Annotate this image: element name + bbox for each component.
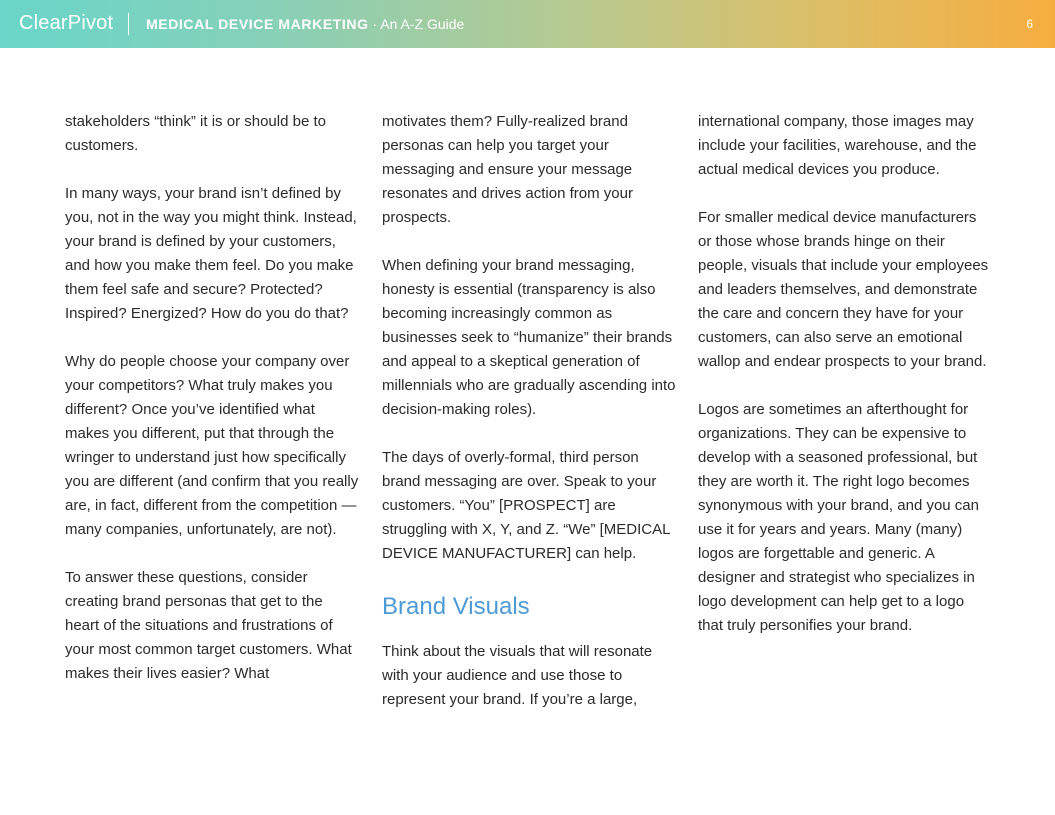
paragraph: Logos are sometimes an afterthought for organizations. They can be expensive to develop with a seasoned professional, but they are worth it. The right logo becomes synonymous with your brand, and you can use it for years and years. Many (many) logos are forgettable and generic. A designer and strategist who specializes in logo development can help get to a logo that truly personifies your brand. bbox=[698, 401, 979, 634]
text-column-3 bbox=[698, 110, 993, 662]
section-heading-brand-visuals: Brand Visuals bbox=[382, 593, 530, 620]
document-title bbox=[146, 16, 464, 32]
paragraph: In many ways, your brand isn’t defined by you, not in the way you might think. Instead, your brand is defined by your customers, and how you make them feel. Do you make them feel safe and secure? Protected? Inspired? Energized? How do you do that? bbox=[65, 185, 357, 322]
paragraph: When defining your brand messaging, honesty is essential (transparency is also becoming increasingly common as businesses seek to “humanize” their brands and appeal to a skeptical generation of millennials who are gradually ascending into decision-making roles). bbox=[382, 257, 676, 418]
paragraph: motivates them? Fully-realized brand personas can help you target your messaging and ensure your message resonates and drives action from your prospects. bbox=[382, 113, 633, 226]
paragraph: international company, those images may include your facilities, warehouse, and the actual medical devices you produce. bbox=[698, 113, 977, 178]
paragraph: stakeholders “think” it is or should be to customers. bbox=[65, 113, 326, 154]
text-column-1 bbox=[65, 110, 360, 710]
paragraph: For smaller medical device manufacturers or those whose brands hinge on their people, visuals that include your employees and leaders themselves, and demonstrate the care and concern they have for your customers, can also serve an emotional wallop and endear prospects to your brand. bbox=[698, 209, 989, 370]
clearpivot-logo: ClearPivot bbox=[19, 12, 114, 34]
document-title-main: MEDICAL DEVICE MARKETING bbox=[146, 16, 369, 32]
text-column-2 bbox=[382, 110, 677, 736]
header-divider bbox=[128, 13, 129, 35]
header-bar bbox=[0, 0, 1055, 48]
paragraph: The days of overly-formal, third person brand messaging are over. Speak to your customers. “You” [PROSPECT] are struggling with X, Y, and Z. “We” [MEDICAL DEVICE MANUFACTURER] can help. bbox=[382, 449, 670, 562]
paragraph: Think about the visuals that will resonate with your audience and use those to represent your brand. If you’re a large, bbox=[382, 643, 653, 708]
paragraph: Why do people choose your company over your competitors? What truly makes you different? Once you’ve identified what makes you different, put that through the wringer to understand just how specifically you are different (and confirm that you really are, in fact, different from the competition — many companies, unfortunately, are not). bbox=[65, 353, 359, 538]
paragraph: To answer these questions, consider creating brand personas that get to the heart of the situations and frustrations of your most common target customers. What makes their lives easier? What bbox=[65, 569, 352, 682]
page-number: 6 bbox=[1026, 17, 1033, 31]
document-title-subtitle: · An A-Z Guide bbox=[368, 16, 465, 32]
